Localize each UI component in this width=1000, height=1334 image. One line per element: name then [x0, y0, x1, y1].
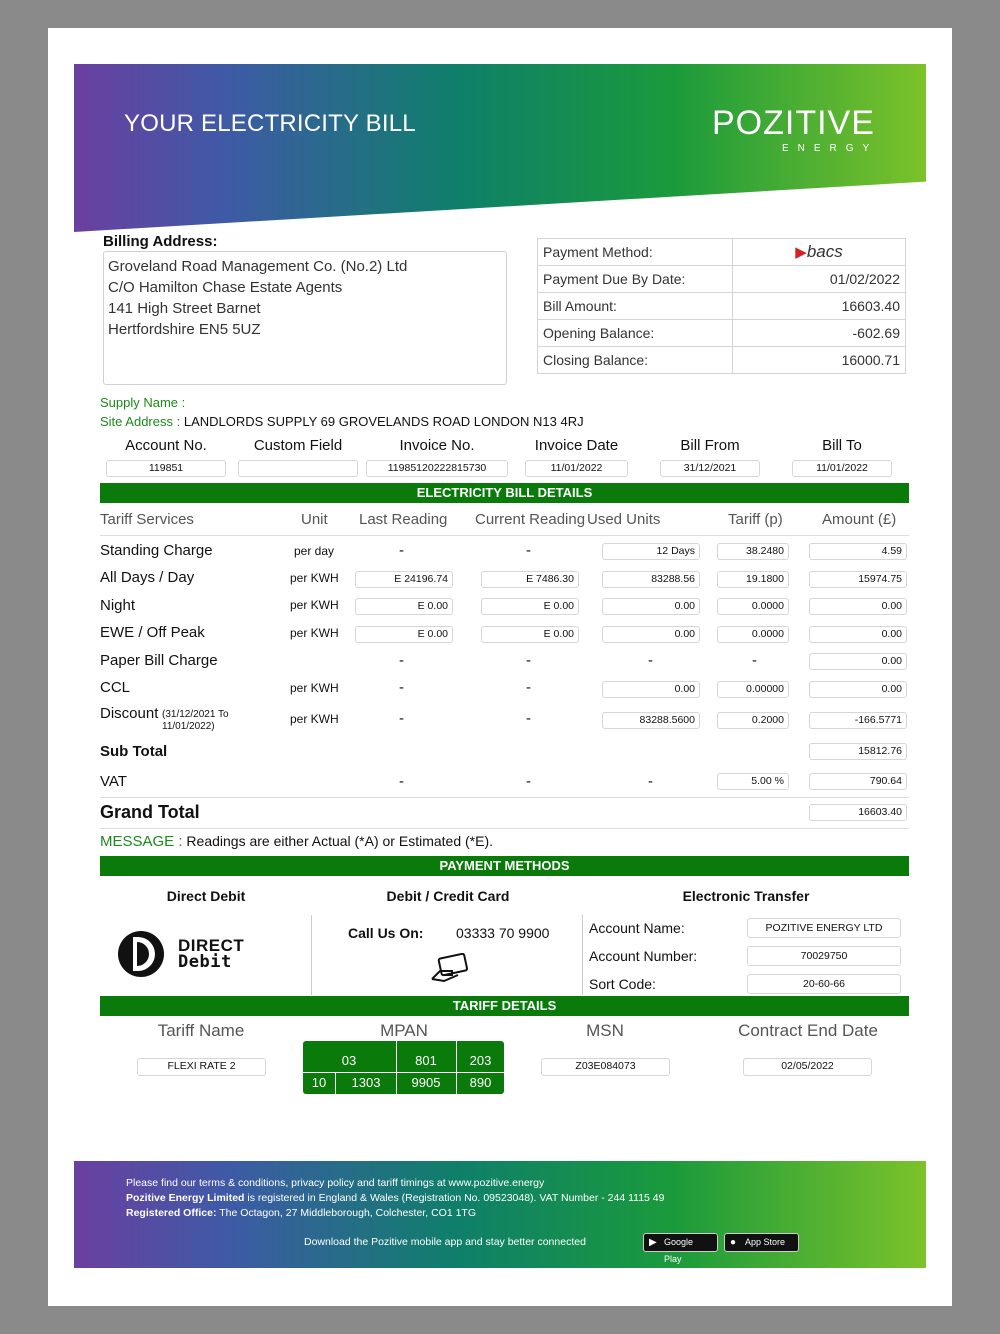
- row-amount: 0.00: [809, 626, 907, 643]
- supply-name-label: Supply Name :: [100, 395, 186, 410]
- electronic-transfer-title: Electronic Transfer: [682, 888, 810, 904]
- row-current: E 7486.30: [481, 571, 579, 588]
- row-current: -: [526, 710, 531, 727]
- custom-field-header: Custom Field: [253, 437, 343, 454]
- address-line: C/O Hamilton Chase Estate Agents: [108, 279, 343, 296]
- address-line: Groveland Road Management Co. (No.2) Ltd: [108, 258, 408, 275]
- app-store-button[interactable]: ● App Store: [724, 1233, 799, 1252]
- row-current: -: [526, 679, 531, 696]
- mpan-block: [303, 1041, 504, 1094]
- sort-code-label: Sort Code:: [589, 976, 656, 992]
- direct-debit-title: Direct Debit: [166, 888, 246, 904]
- bill-from-value: 31/12/2021: [660, 460, 760, 477]
- mpan-cell: 203: [469, 1053, 492, 1068]
- row-tariff: 0.00000: [717, 681, 789, 698]
- row-service: CCL: [100, 679, 131, 696]
- card-hand-icon: [430, 953, 470, 988]
- row-unit: per KWH: [290, 681, 339, 695]
- closing-balance-value: 16000.71: [733, 347, 906, 374]
- bill-to-header: Bill To: [822, 437, 862, 454]
- footer-registration: Pozitive Energy Limited is registered in England & Wales (Registration No. 09523048). VAT Number - 244 1115 49: [126, 1192, 665, 1204]
- play-icon: ▶: [649, 1237, 657, 1248]
- row-tariff: 38.2480: [717, 543, 789, 560]
- row-last: -: [399, 542, 404, 559]
- contract-end-value: 02/05/2022: [743, 1058, 872, 1076]
- header-divider: [100, 535, 909, 536]
- contract-end-header: Contract End Date: [738, 1021, 878, 1040]
- tariff-name-value: FLEXI RATE 2: [137, 1058, 266, 1076]
- electricity-details-bar: ELECTRICITY BILL DETAILS: [100, 483, 909, 503]
- msn-header: MSN: [586, 1021, 624, 1040]
- divider: [311, 915, 312, 995]
- row-unit: per day: [294, 544, 335, 558]
- invoice-date-value: 11/01/2022: [525, 460, 628, 477]
- sort-code-value: 20-60-66: [747, 974, 901, 994]
- row-used: 0.00: [602, 681, 700, 698]
- vat-rate: 5.00 %: [717, 773, 789, 790]
- row-tariff: -: [752, 652, 757, 669]
- payment-summary-table: [537, 238, 906, 374]
- row-amount: 4.59: [809, 543, 907, 560]
- google-play-button[interactable]: ▶ Google Play: [643, 1233, 718, 1252]
- payment-methods-bar: PAYMENT METHODS: [100, 856, 909, 876]
- bacs-icon: ▶: [795, 244, 807, 261]
- direct-debit-logo-text: DIRECT Debit: [178, 936, 245, 972]
- address-line: 141 High Street Barnet: [108, 300, 261, 317]
- row-tariff: 0.0000: [717, 598, 789, 615]
- bill-to-value: 11/01/2022: [792, 460, 892, 477]
- amount-header: Amount (£): [822, 511, 897, 528]
- row-unit: per KWH: [290, 598, 339, 612]
- used-units-header: Used Units: [587, 511, 661, 528]
- mpan-header: MPAN: [380, 1021, 428, 1040]
- row-used: 0.00: [602, 598, 700, 615]
- mpan-cell: 1303: [351, 1075, 381, 1090]
- row-service: Standing Charge: [100, 542, 213, 559]
- due-date-label: Payment Due By Date:: [538, 266, 733, 293]
- pozitive-logo-sub: ENERGY: [782, 143, 879, 154]
- row-amount: 0.00: [809, 681, 907, 698]
- tariff-details-bar: TARIFF DETAILS: [100, 996, 909, 1016]
- row-last: -: [399, 652, 404, 669]
- site-address: Site Address : LANDLORDS SUPPLY 69 GROVELANDS ROAD LONDON N13 4RJ: [100, 414, 584, 429]
- row-used: 12 Days: [602, 543, 700, 560]
- row-used: 0.00: [602, 626, 700, 643]
- vat-value: 790.64: [809, 773, 907, 790]
- pozitive-logo: POZITIVE: [712, 104, 875, 142]
- row-last: E 24196.74: [355, 571, 453, 588]
- discount-note: (31/12/2021 To 11/01/2022): [162, 709, 229, 732]
- billing-address-label: Billing Address:: [103, 233, 218, 250]
- bill-amount-label: Bill Amount:: [538, 293, 733, 320]
- opening-balance-value: -602.69: [733, 320, 906, 347]
- row-unit: per KWH: [290, 626, 339, 640]
- row-amount: 15974.75: [809, 571, 907, 588]
- last-reading-header: Last Reading: [359, 511, 448, 528]
- apple-icon: ●: [730, 1237, 737, 1248]
- footer-app-text: Download the Pozitive mobile app and stay better connected: [304, 1236, 586, 1248]
- vat-last: -: [399, 773, 404, 790]
- vat-divider: [100, 797, 909, 798]
- invoice-no-value: 11985120222815730: [366, 460, 508, 477]
- vat-current: -: [526, 773, 531, 790]
- row-used: 83288.5600: [602, 712, 700, 729]
- card-title: Debit / Credit Card: [386, 888, 510, 904]
- message: MESSAGE : Readings are either Actual (*A) or Estimated (*E).: [100, 833, 493, 850]
- mpan-cell: 801: [415, 1053, 437, 1068]
- row-service: All Days / Day: [100, 569, 195, 586]
- row-last: -: [399, 710, 404, 727]
- mpan-cell: 890: [469, 1075, 492, 1090]
- grand-divider: [100, 828, 909, 829]
- mpan-cell: 10: [311, 1075, 327, 1090]
- row-last: -: [399, 679, 404, 696]
- row-unit: per KWH: [290, 712, 339, 726]
- account-number-value: 70029750: [747, 946, 901, 966]
- row-last: E 0.00: [355, 626, 453, 643]
- tariff-services-header: Tariff Services: [100, 511, 194, 528]
- row-current: -: [526, 542, 531, 559]
- direct-debit-icon: [118, 931, 164, 977]
- invoice-date-header: Invoice Date: [534, 437, 619, 454]
- row-last: E 0.00: [355, 598, 453, 615]
- row-amount: 0.00: [809, 598, 907, 615]
- due-date-value: 01/02/2022: [733, 266, 906, 293]
- message-text: Readings are either Actual (*A) or Estimated (*E).: [186, 833, 493, 849]
- subtotal-value: 15812.76: [809, 743, 907, 760]
- vat-used: -: [648, 773, 653, 790]
- row-service: Discount: [100, 705, 159, 722]
- row-current: E 0.00: [481, 626, 579, 643]
- custom-field-value: [238, 460, 358, 477]
- bill-title: YOUR ELECTRICITY BILL: [124, 110, 416, 137]
- bacs-logo: ▶bacs: [733, 239, 906, 266]
- subtotal-label: Sub Total: [100, 743, 168, 760]
- account-no-header: Account No.: [125, 437, 207, 454]
- site-address-value: LANDLORDS SUPPLY 69 GROVELANDS ROAD LONDON N13 4RJ: [183, 414, 584, 429]
- closing-balance-label: Closing Balance:: [538, 347, 733, 374]
- call-us-label: Call Us On:: [348, 925, 424, 941]
- row-used: -: [648, 652, 653, 669]
- row-tariff: 0.0000: [717, 626, 789, 643]
- bill-amount-value: 16603.40: [733, 293, 906, 320]
- grand-total-value: 16603.40: [809, 804, 907, 821]
- row-current: -: [526, 652, 531, 669]
- mpan-cell: 03: [341, 1053, 357, 1068]
- tariff-name-header: Tariff Name: [157, 1021, 245, 1040]
- invoice-no-header: Invoice No.: [399, 437, 475, 454]
- call-us-number: 03333 70 9900: [456, 925, 550, 941]
- tariff-header: Tariff (p): [728, 511, 783, 528]
- unit-header: Unit: [301, 511, 328, 528]
- row-current: E 0.00: [481, 598, 579, 615]
- vat-label: VAT: [100, 773, 127, 790]
- row-amount: -166.5771: [809, 712, 907, 729]
- row-tariff: 19.1800: [717, 571, 789, 588]
- address-line: Hertfordshire EN5 5UZ: [108, 321, 261, 338]
- account-name-value: POZITIVE ENERGY LTD: [747, 918, 901, 938]
- grand-total-label: Grand Total: [100, 802, 200, 822]
- current-reading-header: Current Reading: [475, 511, 586, 528]
- row-amount: 0.00: [809, 653, 907, 670]
- row-unit: per KWH: [290, 571, 339, 585]
- msn-value: Z03E084073: [541, 1058, 670, 1076]
- bill-from-header: Bill From: [680, 437, 740, 454]
- footer-terms: Please find our terms & conditions, privacy policy and tariff timings at www.pozitive.energy: [126, 1177, 545, 1189]
- divider: [582, 915, 583, 995]
- mpan-cell: 9905: [411, 1075, 441, 1090]
- row-service: Night: [100, 597, 136, 614]
- account-no-value: 119851: [106, 460, 226, 477]
- opening-balance-label: Opening Balance:: [538, 320, 733, 347]
- footer-office: Registered Office: The Octagon, 27 Middleborough, Colchester, CO1 1TG: [126, 1207, 476, 1219]
- row-service: Paper Bill Charge: [100, 652, 218, 669]
- row-used: 83288.56: [602, 571, 700, 588]
- payment-method-label: Payment Method:: [538, 239, 733, 266]
- account-name-label: Account Name:: [589, 920, 685, 936]
- billing-address-box: [103, 251, 507, 385]
- row-service: EWE / Off Peak: [100, 624, 205, 641]
- row-tariff: 0.2000: [717, 712, 789, 729]
- account-number-label: Account Number:: [589, 948, 698, 964]
